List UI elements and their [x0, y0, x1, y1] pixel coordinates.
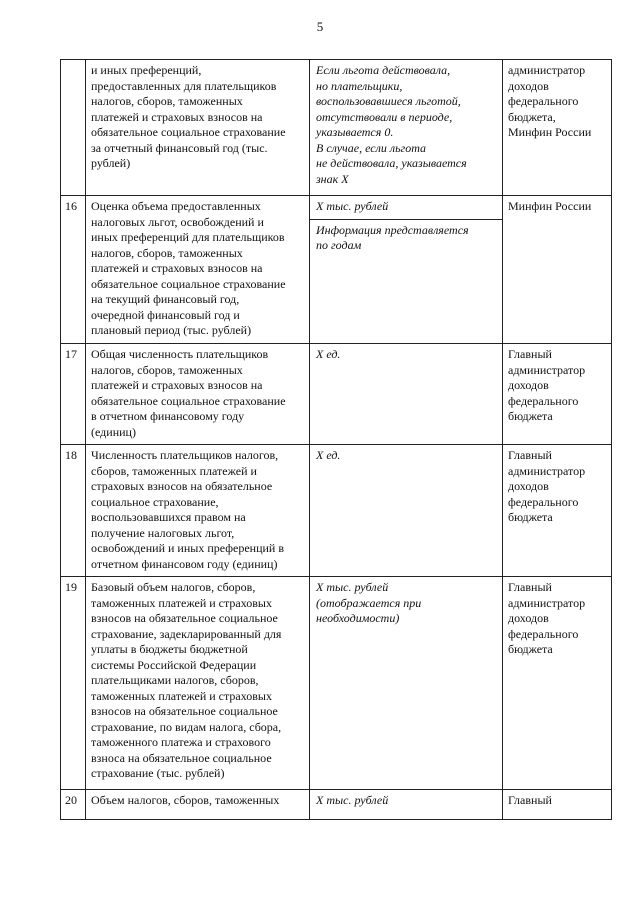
value-line: В случае, если льгота	[316, 140, 427, 155]
row-number: 19	[61, 577, 86, 790]
value-line: воспользовавшиеся льготой,	[316, 94, 461, 108]
indicator-name-line: таможенного платежа и страхового	[91, 735, 271, 749]
responsible-body	[503, 60, 612, 196]
indicator-name-line: Численность плательщиков налогов,	[91, 448, 279, 462]
responsible-body-line: доходов	[508, 78, 549, 93]
value-line: по годам	[316, 238, 362, 252]
indicator-name-line: рублей)	[91, 156, 131, 170]
indicator-name-line: обязательное социальное страхование	[91, 125, 286, 139]
indicator-name-line: таможенных платежей и страховых	[91, 595, 272, 610]
responsible-body-line: Главный	[508, 793, 552, 807]
responsible-body-line: администратор	[508, 362, 586, 377]
responsible-body-line: Главный	[508, 580, 552, 594]
indicator-name-line: страхование (тыс. рублей)	[91, 766, 225, 780]
indicator-name	[86, 344, 310, 445]
responsible-body-line: доходов	[508, 611, 549, 625]
row-number: 20	[61, 790, 86, 820]
indicator-name-line: налогов, сборов, таможенных	[91, 245, 243, 260]
indicator-name-line: обязательное социальное страхование	[91, 393, 286, 408]
row-number: 17	[61, 344, 86, 445]
indicator-name-line: плановый период (тыс. рублей)	[91, 323, 252, 337]
value-line: отсутствовали в периоде,	[316, 109, 453, 124]
indicator-name-line: (единиц)	[91, 424, 136, 439]
indicator-name-line: Оценка объема предоставленных	[91, 199, 261, 213]
responsible-body-line: доходов	[508, 378, 549, 392]
table-row	[61, 445, 612, 577]
responsible-body-line: Минфин России	[508, 125, 592, 139]
table-row	[61, 577, 612, 790]
page-number: 5	[316, 19, 324, 34]
responsible-body	[503, 577, 612, 790]
indicator-name	[86, 577, 310, 790]
indicator-name-line: страховых взносов на обязательное	[91, 479, 273, 493]
table-row	[61, 790, 612, 820]
value-part	[310, 60, 502, 191]
value-line: указывается 0.	[316, 125, 394, 139]
value-part	[310, 790, 502, 813]
indicator-name	[86, 790, 310, 820]
responsible-body-line: бюджета	[508, 642, 553, 656]
indicator-name-line: таможенных платежей и страховых	[91, 688, 272, 703]
value-line: X ед.	[316, 448, 341, 462]
indicator-value	[310, 790, 503, 820]
indicator-name-line: уплаты в бюджеты бюджетной	[91, 642, 248, 656]
indicator-name-line: предоставленных для плательщиков	[91, 78, 277, 93]
row-number	[61, 60, 86, 196]
indicator-name-line: платежей и страховых взносов на	[91, 261, 263, 275]
value-line: X ед.	[316, 347, 341, 361]
responsible-body-line: бюджета	[508, 409, 553, 423]
indicator-name-line: в отчетном финансовому году	[91, 409, 245, 423]
indicator-name-line: отчетном финансовом году (единиц)	[91, 556, 278, 571]
indicator-name-line: воспользовавшихся правом на	[91, 510, 246, 524]
value-part	[310, 577, 502, 631]
row-number: 18	[61, 445, 86, 577]
indicator-name	[86, 60, 310, 196]
value-line: X тыс. рублей	[316, 199, 389, 213]
value-part	[310, 445, 502, 468]
responsible-body-line: администратор	[508, 463, 586, 478]
indicator-name-line: платежей и страховых взносов на	[91, 109, 263, 124]
indicator-name-line: очередной финансовый год и	[91, 307, 240, 322]
value-part	[310, 344, 502, 367]
responsible-body-line: бюджета,	[508, 109, 556, 124]
indicator-name-line: за отчетный финансовый год (тыс.	[91, 140, 268, 155]
indicator-name-line: системы Российской Федерации	[91, 657, 257, 672]
indicator-name-line: освобождений и иных преференций в	[91, 541, 285, 555]
indicator-value	[310, 344, 503, 445]
responsible-body-line: бюджета	[508, 510, 553, 524]
indicator-name	[86, 445, 310, 577]
value-line: не действовала, указывается	[316, 156, 467, 170]
indicator-name-line: Объем налогов, сборов, таможенных	[91, 793, 280, 807]
indicator-name-line: платежей и страховых взносов на	[91, 378, 263, 392]
responsible-body-line: Минфин России	[508, 199, 592, 213]
responsible-body-line: доходов	[508, 479, 549, 493]
indicator-name-line: страхование, задекларированный для	[91, 626, 282, 641]
indicator-name-line: сборов, таможенных платежей и	[91, 463, 257, 478]
indicator-name-line: налоговых льгот, освобождений и	[91, 214, 264, 229]
indicator-name-line: взноса на обязательное социальное	[91, 750, 272, 765]
indicator-name-line: обязательное социальное страхование	[91, 276, 286, 291]
value-line: знак X	[316, 171, 349, 186]
responsible-body-line: администратор	[508, 63, 586, 77]
value-line: X тыс. рублей	[316, 793, 389, 807]
indicator-name-line: налогов, сборов, таможенных	[91, 362, 243, 377]
responsible-body-line: Главный	[508, 347, 552, 361]
indicator-name-line: взносов на обязательное социальное	[91, 611, 278, 625]
table-row	[61, 60, 612, 196]
indicator-value	[310, 196, 503, 344]
indicator-name-line: налогов, сборов, таможенных	[91, 94, 243, 108]
responsible-body-line: федерального	[508, 393, 579, 408]
responsible-body	[503, 790, 612, 820]
responsible-body	[503, 445, 612, 577]
table-row	[61, 196, 612, 344]
responsible-body-line: федерального	[508, 494, 579, 509]
indicator-name-line: иных преференций для плательщиков	[91, 230, 285, 244]
responsible-body-line: администратор	[508, 595, 586, 610]
indicator-name	[86, 196, 310, 344]
indicator-name-line: Базовый объем налогов, сборов,	[91, 580, 256, 594]
indicator-value	[310, 577, 503, 790]
value-part	[310, 219, 502, 258]
indicator-name-line: Общая численность плательщиков	[91, 347, 269, 361]
indicator-name-line: плательщиками налогов, сборов,	[91, 673, 259, 687]
responsible-body-line: федерального	[508, 626, 579, 641]
value-line: Информация представляется	[316, 222, 469, 237]
responsible-body	[503, 196, 612, 344]
table-row	[61, 344, 612, 445]
value-line: Если льгота действовала,	[316, 63, 451, 77]
indicator-name-line: на текущий финансовый год,	[91, 292, 240, 306]
responsible-body-line: федерального	[508, 94, 579, 108]
table-body	[61, 60, 612, 820]
indicator-value	[310, 60, 503, 196]
indicator-name-line: получение налоговых льгот,	[91, 525, 235, 540]
indicator-name-line: социальное страхование,	[91, 494, 219, 509]
indicator-name-line: взносов на обязательное социальное	[91, 704, 278, 718]
value-line: (отображается при	[316, 595, 422, 610]
value-line: X тыс. рублей	[316, 580, 389, 594]
indicator-value	[310, 445, 503, 577]
indicator-name-line: страхование, по видам налога, сбора,	[91, 719, 282, 734]
value-line: но плательщики,	[316, 78, 403, 93]
value-line: необходимости)	[316, 611, 400, 625]
indicators-table	[60, 59, 612, 820]
value-part	[310, 196, 502, 219]
responsible-body-line: Главный	[508, 448, 552, 462]
indicator-name-line: и иных преференций,	[91, 63, 202, 77]
responsible-body	[503, 344, 612, 445]
row-number: 16	[61, 196, 86, 344]
